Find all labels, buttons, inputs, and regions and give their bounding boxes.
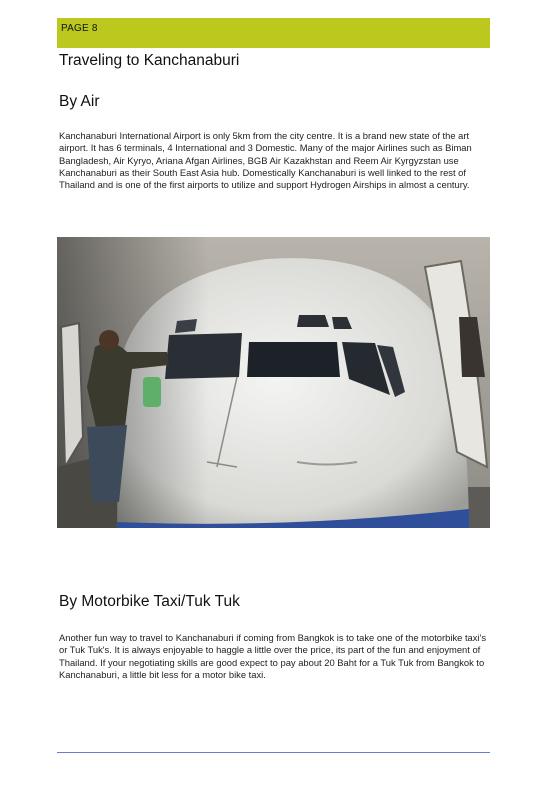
- section-heading-by-air: By Air: [59, 93, 100, 110]
- section-body-by-motorbike: Another fun way to travel to Kanchanaburi if coming from Bangkok is to take one of the motorbike taxi's or Tuk Tuk's. It is always enjoyable to haggle a little over the price, its part of the fun and enjoyment of Thailand. If your negotiating skills are good expect to pay about 20 Baht for a Tuk Tuk from Bangkok to Kanchanaburi, a little bit less for a motor bike taxi.: [59, 632, 487, 680]
- page-title: Traveling to Kanchanaburi: [59, 52, 240, 69]
- section-heading-by-motorbike: By Motorbike Taxi/Tuk Tuk: [59, 593, 240, 610]
- section-body-by-air: Kanchanaburi International Airport is only 5km from the city centre. It is a brand new state of the art airport. It has 6 terminals, 4 International and 3 Domestic. Many of the major Airlines such as Biman Bangladesh, Air Kyryo, Ariana Afgan Airlines, BGB Air Kazakhstan and Reem Air Kyrgyzstan use Kanchanaburi as their South East Asia hub. Domestically Kanchanaburi is well linked to the rest of Thailand and is one of the first airports to utilize and support Hydrogen Airships in almost a century.: [59, 130, 472, 191]
- page-header-bar: [57, 18, 490, 48]
- airplane-cockpit-image: [57, 237, 490, 528]
- footer-divider: [57, 752, 490, 753]
- airplane-photo: [57, 237, 490, 528]
- page-number-label: PAGE 8: [61, 23, 98, 34]
